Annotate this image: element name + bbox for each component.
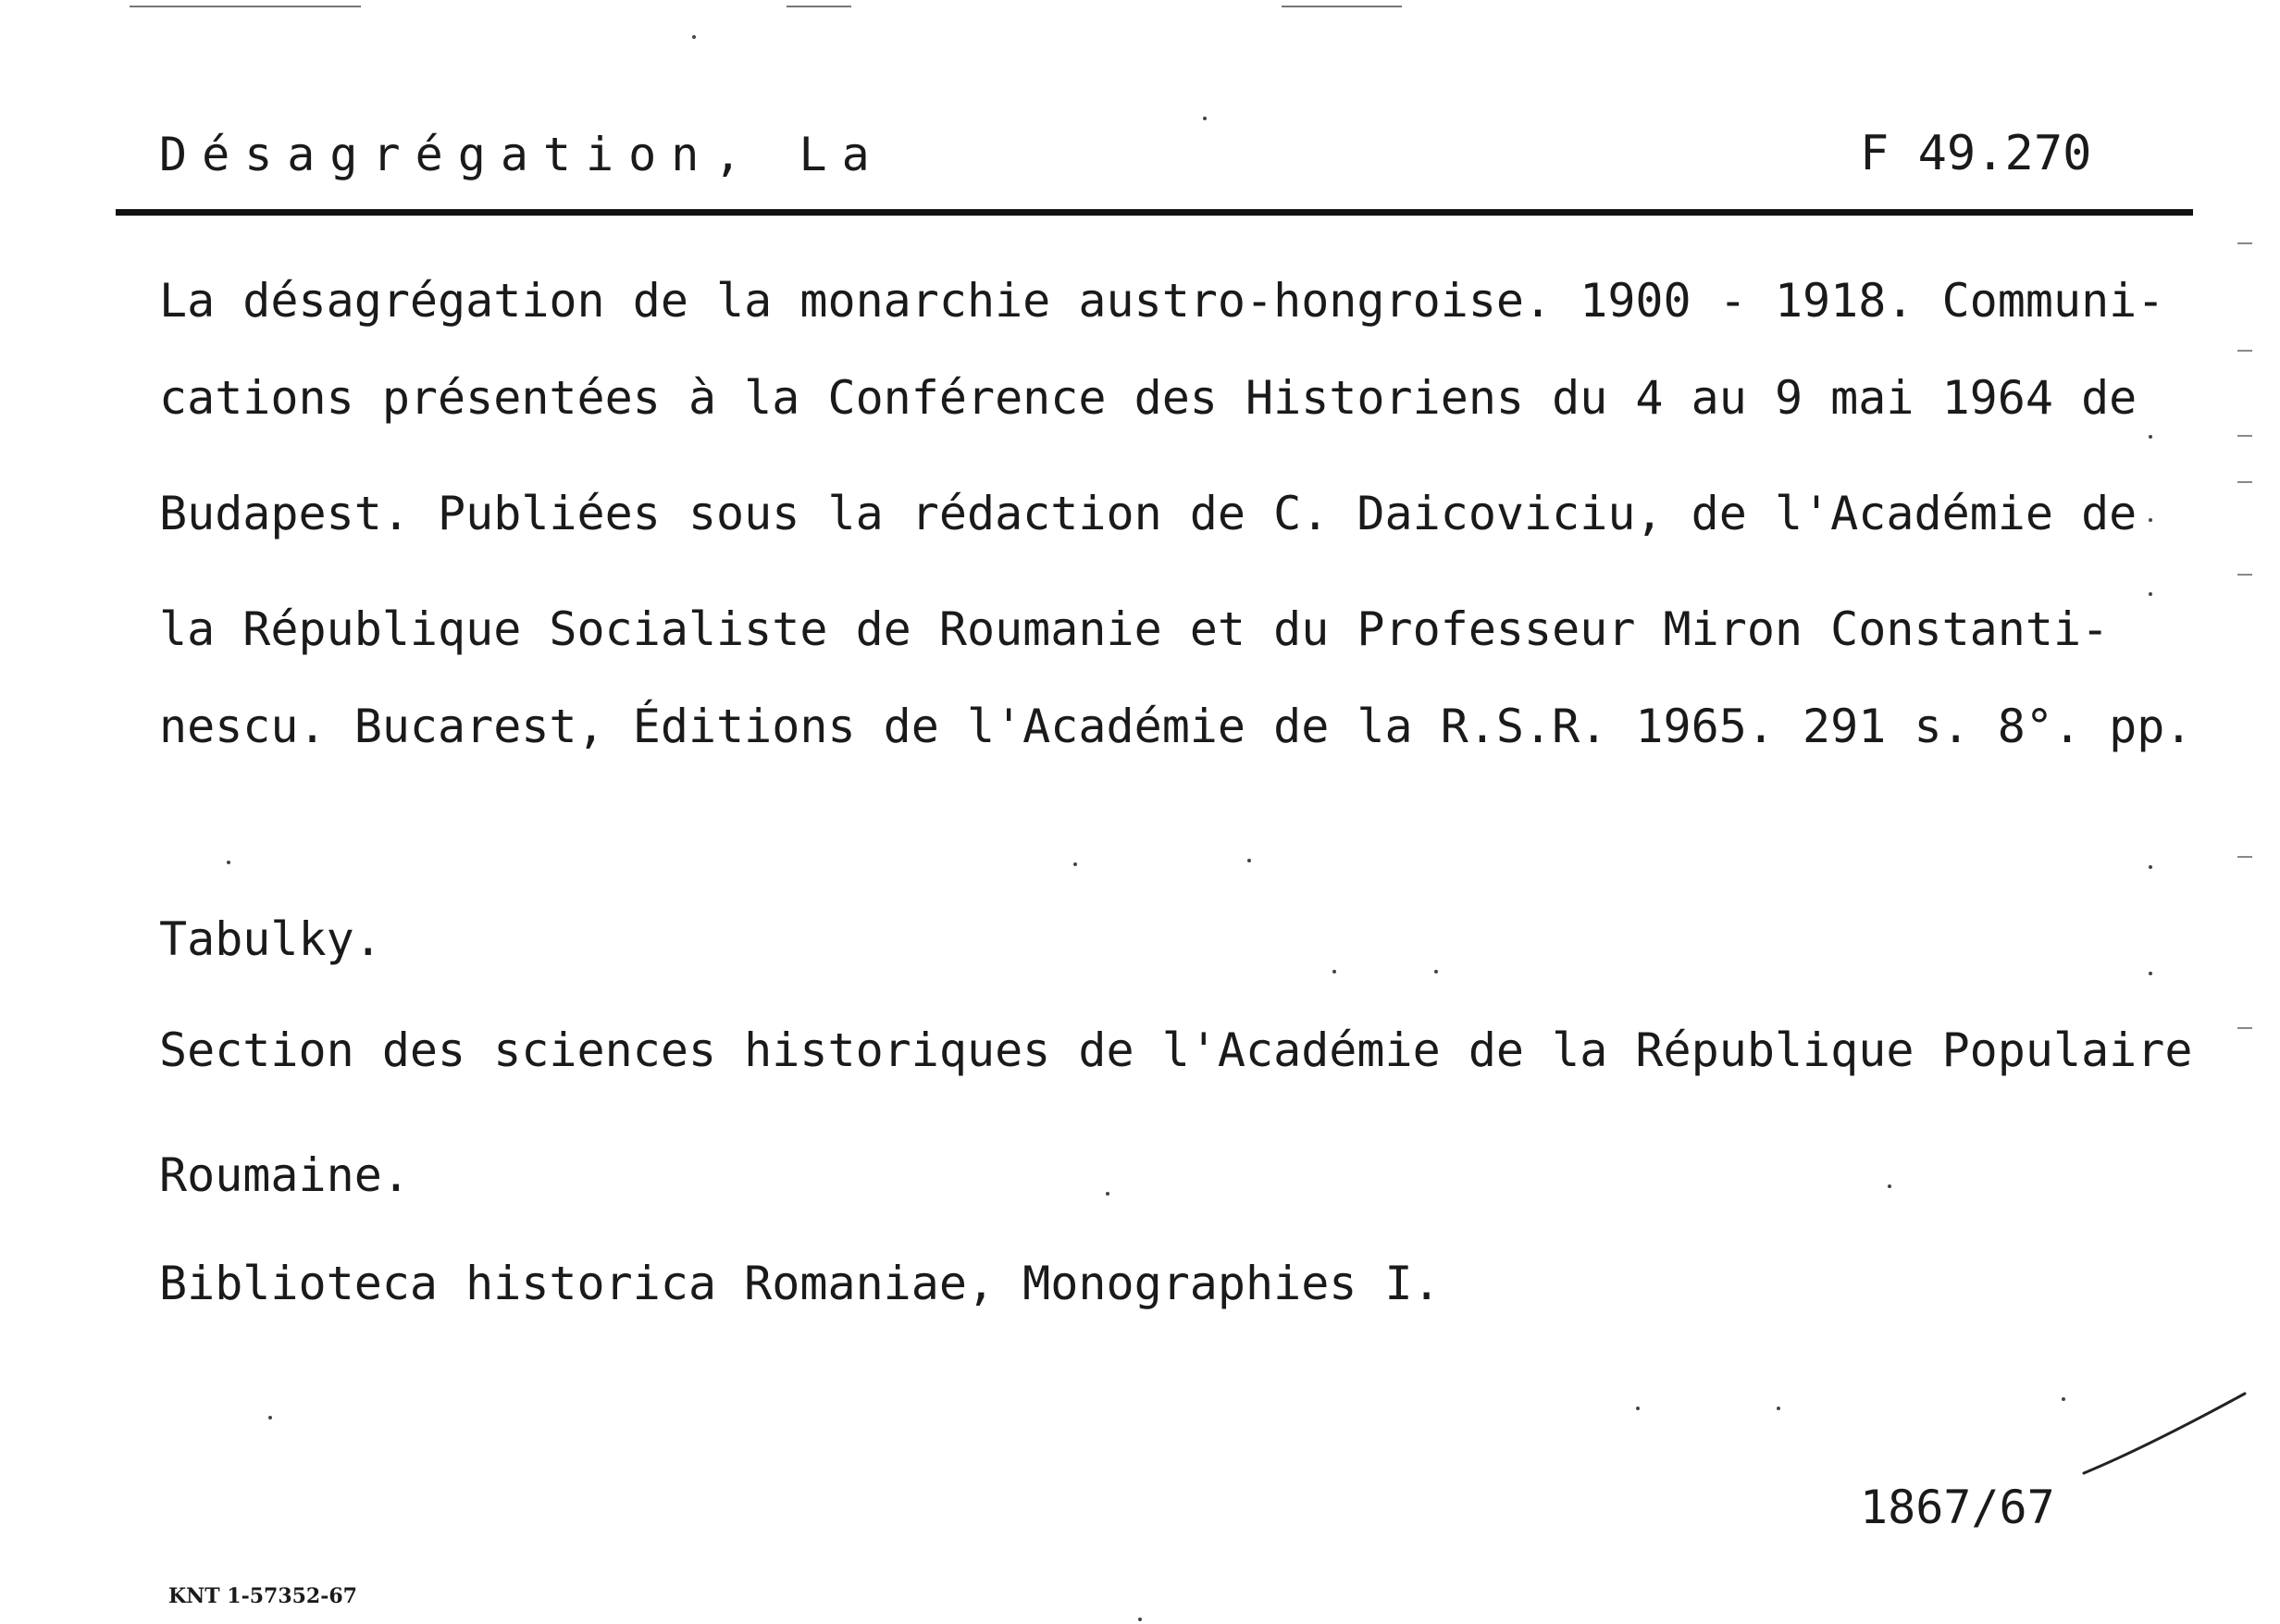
shelf-number: 1867/67 (1860, 1481, 2055, 1534)
paper-speck (1434, 970, 1438, 973)
description-line: cations présentées à la Conférence des Historiens du 4 au 9 mai 1964 de (159, 371, 2138, 425)
series-line: Roumaine. (159, 1148, 410, 1202)
paper-speck (1247, 859, 1251, 862)
pen-stroke-mark (2082, 1388, 2249, 1481)
series-line: Section des sciences historiques de l'Académie de la République Populaire (159, 1023, 2193, 1077)
paper-speck (1888, 1184, 1891, 1188)
edge-mark (2237, 242, 2252, 244)
paper-speck (1777, 1407, 1780, 1410)
paper-speck (2149, 592, 2152, 596)
paper-speck (1203, 117, 1207, 120)
call-number: F 49.270 (1860, 126, 2092, 181)
paper-speck (2149, 518, 2152, 522)
description-line: Budapest. Publiées sous la rédaction de C. Daicoviciu, de l'Académie de (159, 487, 2138, 540)
top-edge-mark (130, 6, 361, 7)
series-line: Biblioteca historica Romaniae, Monographies I. (159, 1257, 1441, 1310)
edge-mark (2237, 1027, 2252, 1029)
paper-speck (1636, 1407, 1640, 1410)
paper-speck (2149, 972, 2152, 975)
edge-mark (2237, 481, 2252, 483)
heading-rule (116, 209, 2193, 216)
description-line: la République Socialiste de Roumanie et du Professeur Miron Constanti- (159, 602, 2110, 656)
paper-speck (692, 35, 696, 39)
top-edge-mark (787, 6, 851, 7)
paper-speck (227, 861, 230, 864)
edge-mark (2237, 574, 2252, 576)
description-line: nescu. Bucarest, Éditions de l'Académie de la R.S.R. 1965. 291 s. 8°. pp. (159, 700, 2193, 753)
description-line: La désagrégation de la monarchie austro-hongroise. 1900 - 1918. Communi- (159, 274, 2165, 328)
paper-speck (268, 1416, 272, 1419)
paper-speck (1106, 1192, 1109, 1196)
note-line: Tabulky. (159, 912, 382, 966)
edge-mark (2237, 435, 2252, 437)
paper-speck (2149, 435, 2152, 439)
paper-speck (1073, 862, 1077, 866)
paper-speck (2062, 1397, 2065, 1401)
edge-mark (2237, 856, 2252, 858)
paper-speck (1138, 1618, 1142, 1621)
print-code: KNT 1-57352-67 (168, 1584, 357, 1608)
paper-speck (1332, 970, 1336, 973)
edge-mark (2237, 350, 2252, 352)
top-edge-mark (1282, 6, 1402, 7)
card-heading-title: Désagrégation, La (159, 128, 885, 181)
paper-speck (2149, 865, 2152, 869)
